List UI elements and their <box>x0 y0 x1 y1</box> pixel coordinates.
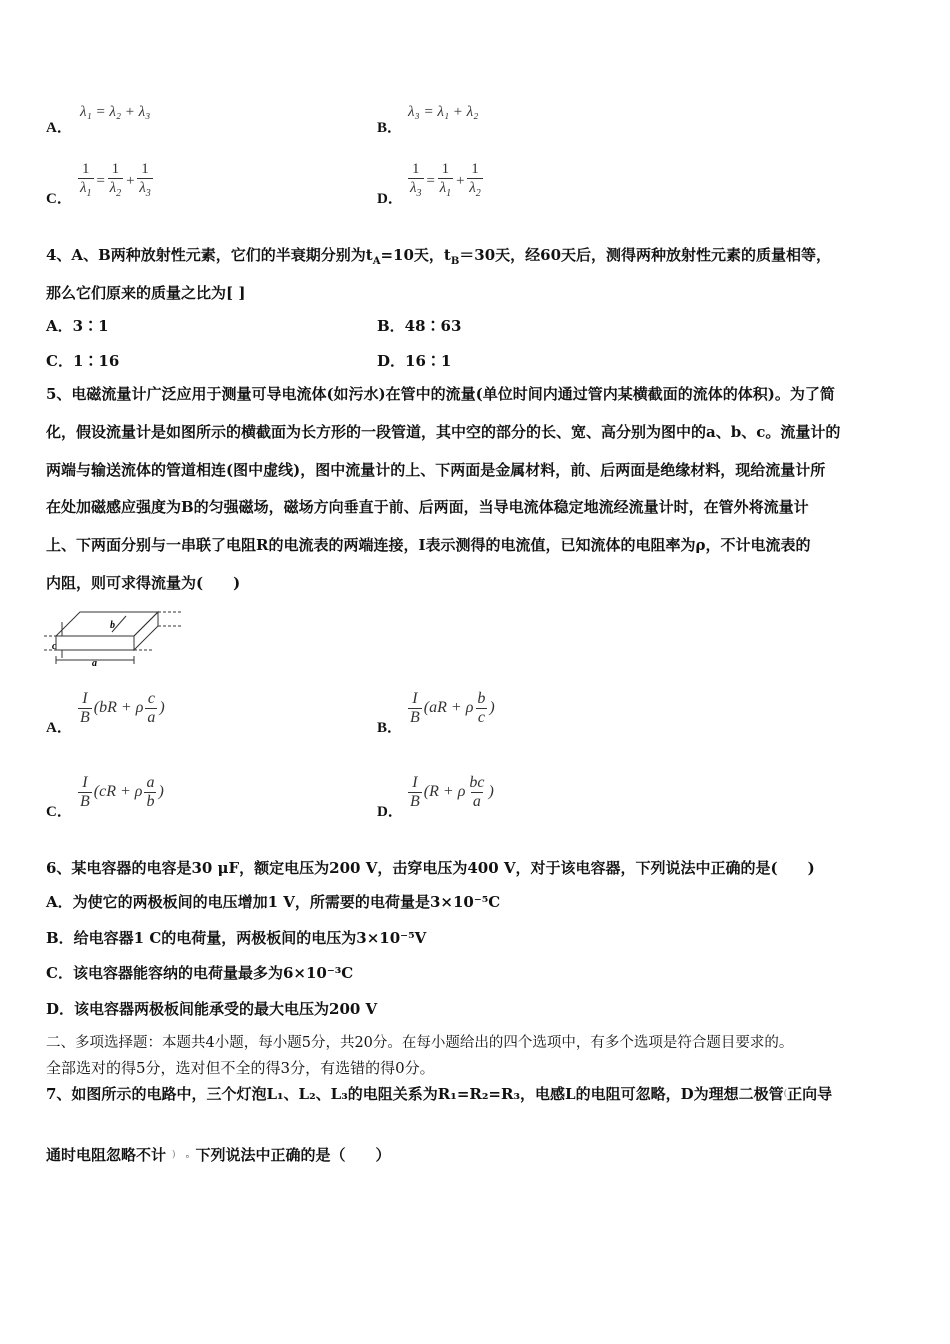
figure-label-c: c <box>52 641 57 652</box>
q3-option-a-label: A． <box>46 120 72 136</box>
q7-stem-line1: 7、如图所示的电路中，三个灯泡L₁、L₂、L₃的电阻关系为R₁=R₂=R₃，电感L的电阻可忽略，D为理想二极管(正向导 <box>46 1085 833 1103</box>
q7-stem-line2: 通时电阻忽略不计 ) 。下列说法中正确的是（ ） <box>46 1146 391 1164</box>
q5-stem-line3: 两端与输送流体的管道相连(图中虚线)，图中流量计的上、下两面是金属材料，前、后两面是绝缘材料，现给流量计所 <box>46 461 826 479</box>
q6-option-c: C．该电容器能容纳的电荷量最多为6×10⁻³C <box>46 964 354 982</box>
box-top-face <box>56 612 158 636</box>
q6-option-a: A．为使它的两极板间的电压增加1 V，所需要的电荷量是3×10⁻⁵C <box>46 893 501 911</box>
figure-label-b: b <box>110 620 115 631</box>
q5-option-d-label: D． <box>377 804 403 820</box>
q5-option-b-label: B． <box>377 720 403 736</box>
q6-stem: 6、某电容器的电容是30 μF，额定电压为200 V，击穿电压为400 V，对于该电容器，下列说法中正确的是( ) <box>46 859 815 877</box>
q5-stem-line1: 5、电磁流量计广泛应用于测量可导电流体(如污水)在管中的流量(单位时间内通过管内某横截面的流体的体积)。为了简 <box>46 385 835 403</box>
q5-stem-line2: 化，假设流量计是如图所示的横截面为长方形的一段管道，其中空的部分的长、宽、高分别为图中的a、b、c。流量计的 <box>46 423 841 441</box>
section2-heading-line2: 全部选对的得5分，选对但不全的得3分，有选错的得0分。 <box>46 1059 435 1077</box>
q3-option-c-formula: $\frac{1}{\lambda_1}$ = $\frac{1}{\lambda_2}$ + $\frac{1}{\lambda_3}$ <box>76 160 155 203</box>
q5-option-d-formula: $\frac{I}{B}$ (R + ρ $\frac{bc}{a}$ ) <box>410 774 494 810</box>
q6-option-d: D．该电容器两极板间能承受的最大电压为200 V <box>46 1000 378 1018</box>
q4-option-a: A．3∶1 <box>46 317 109 335</box>
q4-option-d: D．16∶1 <box>377 352 452 370</box>
q3-option-b-formula: λ₃ = λ₁ + λ₂ <box>408 104 479 120</box>
q4-stem-line1: 4、A、B两种放射性元素，它们的半衰期分别为$t_A=10$天，$t_B=30$天，经60天后，测得两种放射性元素的质量相等， <box>46 246 832 267</box>
flowmeter-figure <box>42 604 187 674</box>
q5-option-b-formula: $\frac{I}{B}$ (aR + ρ $\frac{b}{c}$ ) <box>410 690 495 726</box>
q3-option-a-formula: λ₁ = λ₂ + λ₃ <box>80 104 151 120</box>
box-side-face <box>134 612 158 650</box>
q4-stem-line2: 那么它们原来的质量之比为[ ] <box>46 284 246 302</box>
q4-option-c: C．1∶16 <box>46 352 120 370</box>
figure-label-a: a <box>92 658 97 669</box>
q5-stem-line6: 内阻，则可求得流量为( ) <box>46 574 241 592</box>
q3-option-d-label: D． <box>377 191 403 207</box>
section2-heading-line1: 二、多项选择题：本题共4小题，每小题5分，共20分。在每小题给出的四个选项中，有多个选项是符合题目要求的。 <box>46 1035 794 1051</box>
box-front-face <box>56 636 134 650</box>
q3-option-d-formula: $\frac{1}{\lambda_3}$ = $\frac{1}{\lambda_1}$ + $\frac{1}{\lambda_2}$ <box>406 160 485 203</box>
q5-option-a-label: A． <box>46 720 72 736</box>
q5-option-c-formula: $\frac{I}{B}$ (cR + ρ $\frac{a}{b}$ ) <box>80 774 164 810</box>
q5-stem-line4: 在处加磁感应强度为B的匀强磁场，磁场方向垂直于前、后两面，当导电流体稳定地流经流量计时，在管外将流量计 <box>46 498 809 516</box>
q3-option-b-label: B． <box>377 120 403 136</box>
q4-option-b: B．48∶63 <box>377 317 462 335</box>
q5-option-c-label: C． <box>46 804 72 820</box>
q6-option-b: B．给电容器1 C的电荷量，两极板间的电压为3×10⁻⁵V <box>46 929 427 947</box>
q5-stem-line5: 上、下两面分别与一串联了电阻R的电流表的两端连接，I表示测得的电流值，已知流体的电阻率为ρ，不计电流表的 <box>46 536 811 554</box>
q5-option-a-formula: $\frac{I}{B}$ (bR + ρ $\frac{c}{a}$ ) <box>80 690 165 726</box>
q3-option-c-label: C． <box>46 191 72 207</box>
